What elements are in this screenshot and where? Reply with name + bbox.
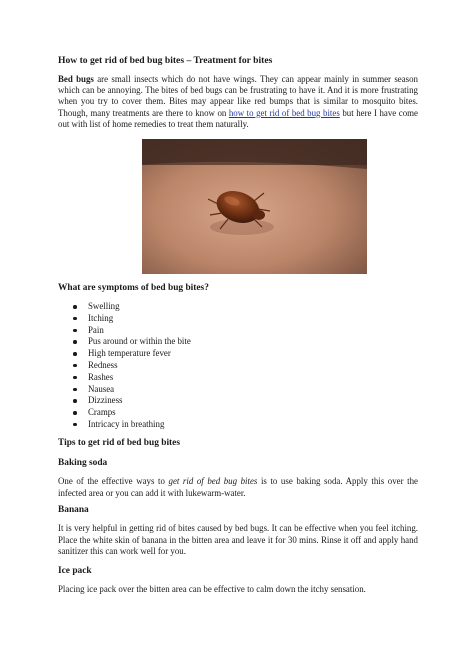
intro-lead: Bed bugs — [58, 74, 94, 84]
symptoms-heading: What are symptoms of bed bug bites? — [58, 283, 209, 293]
page-title: How to get rid of bed bug bites – Treatment for bites — [58, 55, 273, 66]
baking-soda-heading: Baking soda — [58, 458, 108, 468]
list-item: Redness — [58, 360, 191, 372]
list-item: Swelling — [58, 301, 191, 313]
intro-tail: but here I have come out with list of home remedies to treat them naturally. — [58, 107, 418, 129]
banana-paragraph: It is very helpful in getting rid of bites caused by bed bugs. It can be effective when you feel itching. Place the white skin of banana in the bitten area and leave it for 30 mins. Rinse it off and apply hand sanitizer this can work well for you. — [58, 523, 418, 557]
list-item: Cramps — [58, 407, 191, 419]
list-item: Itching — [58, 313, 191, 325]
ice-pack-heading: Ice pack — [58, 566, 92, 576]
tips-heading: Tips to get rid of bed bug bites — [58, 438, 180, 448]
ice-pack-paragraph: Placing ice pack over the bitten area can be effective to calm down the itchy sensation. — [58, 584, 366, 594]
baking-soda-paragraph — [58, 476, 418, 499]
list-item: Nausea — [58, 384, 191, 396]
list-item: High temperature fever — [58, 348, 191, 360]
list-item: Intricacy in breathing — [58, 419, 191, 431]
list-item: Dizziness — [58, 395, 191, 407]
baking-soda-emphasis: get rid of bed bug bites — [168, 476, 258, 486]
bed-bug-bites-link[interactable]: how to get rid of bed bug bites — [228, 107, 340, 118]
list-item: Pain — [58, 325, 191, 337]
bed-bug-photo — [142, 139, 367, 274]
banana-heading: Banana — [58, 505, 89, 515]
intro-paragraph — [58, 74, 418, 130]
intro-text: are small insects which do not have wings. They can appear mainly in summer season which can be annoying. The bites of bed bugs can be frustrating to have it. And it is more frustrating when you try to cover them. Bites may appear like red bumps that is similar to mosquito bites. Though, many treatments are there to know on — [58, 74, 418, 118]
baking-soda-text: One of the effective ways to — [58, 476, 169, 486]
list-item: Rashes — [58, 372, 191, 384]
baking-soda-text-end: is to use baking soda. Apply this over the infected area or you can add it with lukewarm-water. — [58, 476, 418, 498]
list-item: Pus around or within the bite — [58, 336, 191, 348]
symptoms-list — [58, 301, 191, 431]
